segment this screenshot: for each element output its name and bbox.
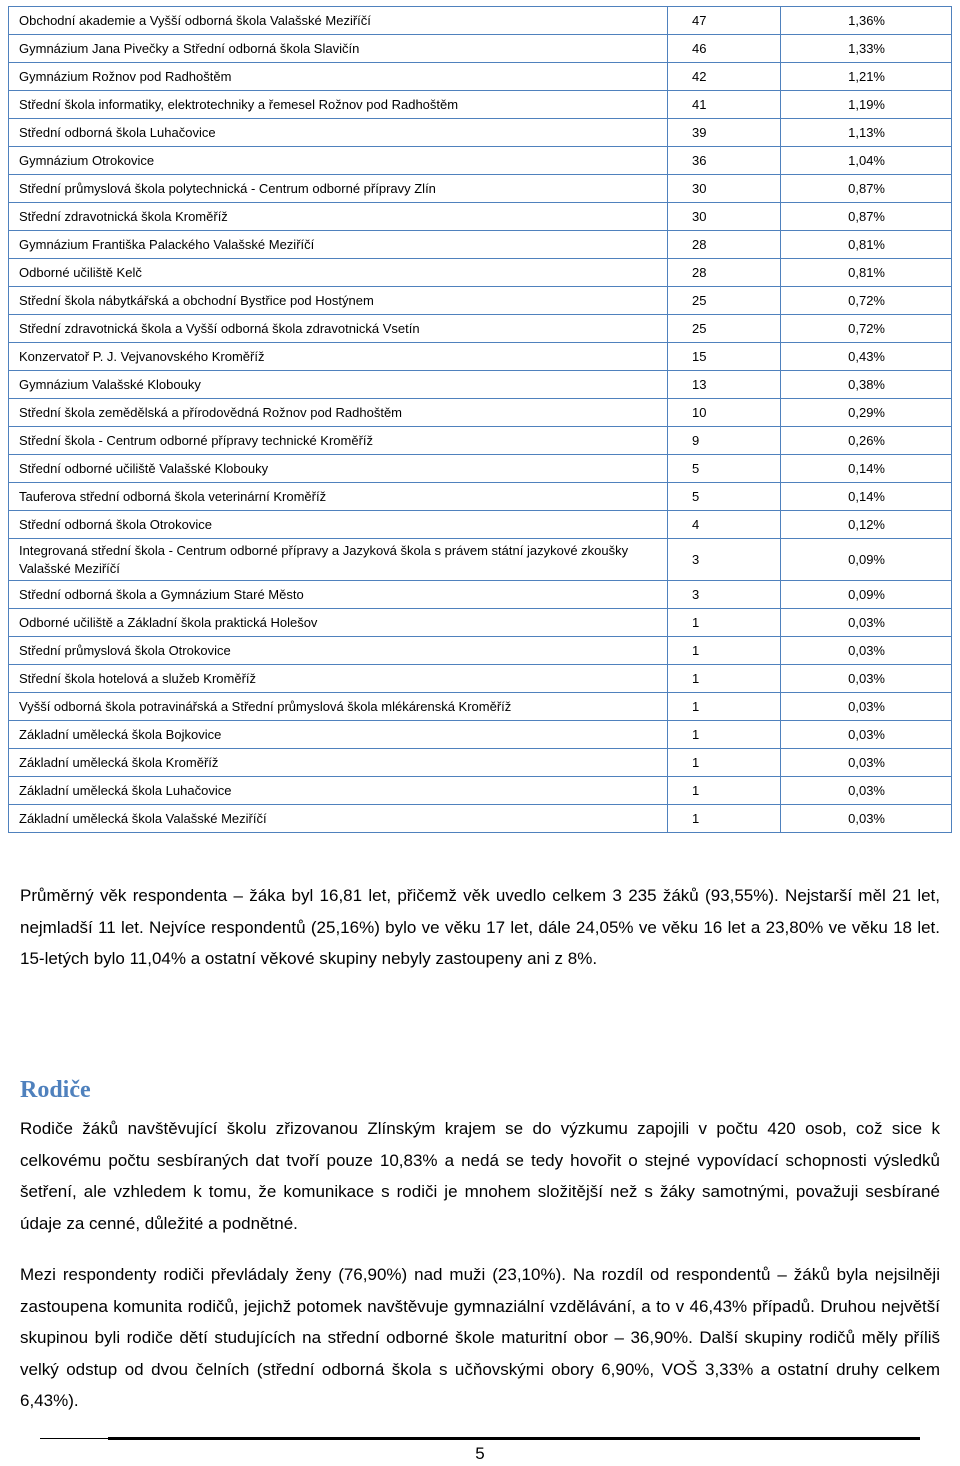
section-heading-parents: Rodiče <box>20 1077 91 1103</box>
school-name-cell: Gymnázium Františka Palackého Valašské Meziříčí <box>9 231 668 259</box>
school-name-cell: Gymnázium Otrokovice <box>9 147 668 175</box>
age-paragraph <box>20 880 940 975</box>
school-name-cell: Střední odborná škola Luhačovice <box>9 119 668 147</box>
school-name-cell: Odborné učiliště a Základní škola praktická Holešov <box>9 609 668 637</box>
count-cell: 13 <box>668 371 781 399</box>
count-cell: 28 <box>668 231 781 259</box>
count-cell: 47 <box>668 7 781 35</box>
school-name-cell: Střední odborná škola Otrokovice <box>9 511 668 539</box>
table-row <box>9 203 952 231</box>
school-name-cell: Integrovaná střední škola - Centrum odborné přípravy a Jazyková škola s právem státní jazykové zkoušky Valašské Meziříčí <box>9 539 668 581</box>
table-row <box>9 119 952 147</box>
percent-cell: 0,03% <box>781 637 952 665</box>
percent-cell: 1,21% <box>781 63 952 91</box>
table-row <box>9 805 952 833</box>
table-row <box>9 231 952 259</box>
count-cell: 1 <box>668 665 781 693</box>
table-row <box>9 693 952 721</box>
school-name-cell: Střední zdravotnická škola Kroměříž <box>9 203 668 231</box>
count-cell: 36 <box>668 147 781 175</box>
table-row <box>9 749 952 777</box>
school-name-cell: Gymnázium Valašské Klobouky <box>9 371 668 399</box>
school-name-cell: Gymnázium Rožnov pod Radhoštěm <box>9 63 668 91</box>
table-row <box>9 63 952 91</box>
school-name-cell: Střední škola informatiky, elektrotechniky a řemesel Rožnov pod Radhoštěm <box>9 91 668 119</box>
percent-cell: 1,19% <box>781 91 952 119</box>
school-name-cell: Střední průmyslová škola polytechnická - Centrum odborné přípravy Zlín <box>9 175 668 203</box>
school-name-cell: Střední odborná škola a Gymnázium Staré Město <box>9 581 668 609</box>
school-name-cell: Obchodní akademie a Vyšší odborná škola Valašské Meziříčí <box>9 7 668 35</box>
count-cell: 1 <box>668 693 781 721</box>
count-cell: 5 <box>668 455 781 483</box>
page-number: 5 <box>475 1444 485 1463</box>
table-row <box>9 175 952 203</box>
schools-table-body <box>9 7 952 833</box>
school-name-cell: Odborné učiliště Kelč <box>9 259 668 287</box>
table-row <box>9 427 952 455</box>
count-cell: 1 <box>668 609 781 637</box>
count-cell: 30 <box>668 175 781 203</box>
percent-cell: 0,03% <box>781 777 952 805</box>
count-cell: 9 <box>668 427 781 455</box>
school-name-cell: Střední škola - Centrum odborné přípravy technické Kroměříž <box>9 427 668 455</box>
percent-cell: 0,72% <box>781 315 952 343</box>
count-cell: 30 <box>668 203 781 231</box>
table-row <box>9 35 952 63</box>
table-row <box>9 7 952 35</box>
count-cell: 25 <box>668 287 781 315</box>
count-cell: 4 <box>668 511 781 539</box>
percent-cell: 0,03% <box>781 721 952 749</box>
school-name-cell: Střední škola nábytkářská a obchodní Bystřice pod Hostýnem <box>9 287 668 315</box>
count-cell: 41 <box>668 91 781 119</box>
school-name-cell: Základní umělecká škola Bojkovice <box>9 721 668 749</box>
percent-cell: 0,03% <box>781 693 952 721</box>
school-name-cell: Vyšší odborná škola potravinářská a Střední průmyslová škola mlékárenská Kroměříž <box>9 693 668 721</box>
count-cell: 42 <box>668 63 781 91</box>
table-row <box>9 511 952 539</box>
table-row <box>9 539 952 581</box>
percent-cell: 0,14% <box>781 455 952 483</box>
parents-paragraph-2-text: Mezi respondenty rodiči převládaly ženy (76,90%) nad muži (23,10%). Na rozdíl od respondentů – žáků byla nejsilněji zastoupena komunita rodičů, jejichž potomek navštěvuje gymnaziální vzdělávání, a to v 46,43% případů. Druhou největší skupinou byli rodiče dětí studujících na střední odborné škole maturitní obor – 36,90%. Další skupiny rodičů měly příliš velký odstup od dvou čelních (střední odborná škola s učňovskými obory 6,90%, VOŠ 3,33% a ostatní druhy celkem 6,43%). <box>20 1265 940 1410</box>
table-row <box>9 665 952 693</box>
count-cell: 5 <box>668 483 781 511</box>
percent-cell: 0,29% <box>781 399 952 427</box>
percent-cell: 0,72% <box>781 287 952 315</box>
percent-cell: 0,14% <box>781 483 952 511</box>
percent-cell: 0,09% <box>781 581 952 609</box>
footer-divider-bold <box>108 1437 920 1440</box>
count-cell: 1 <box>668 777 781 805</box>
table-row <box>9 399 952 427</box>
table-row <box>9 609 952 637</box>
school-name-cell: Konzervatoř P. J. Vejvanovského Kroměříž <box>9 343 668 371</box>
schools-table <box>8 6 952 833</box>
school-name-cell: Střední škola hotelová a služeb Kroměříž <box>9 665 668 693</box>
school-name-cell: Střední zdravotnická škola a Vyšší odborná škola zdravotnická Vsetín <box>9 315 668 343</box>
count-cell: 39 <box>668 119 781 147</box>
percent-cell: 0,03% <box>781 609 952 637</box>
percent-cell: 1,36% <box>781 7 952 35</box>
percent-cell: 0,26% <box>781 427 952 455</box>
percent-cell: 0,03% <box>781 749 952 777</box>
parents-paragraph-2 <box>20 1259 940 1417</box>
count-cell: 46 <box>668 35 781 63</box>
percent-cell: 0,87% <box>781 203 952 231</box>
percent-cell: 0,03% <box>781 665 952 693</box>
count-cell: 28 <box>668 259 781 287</box>
table-row <box>9 637 952 665</box>
count-cell: 1 <box>668 805 781 833</box>
school-name-cell: Základní umělecká škola Luhačovice <box>9 777 668 805</box>
age-paragraph-text: Průměrný věk respondenta – žáka byl 16,81 let, přičemž věk uvedlo celkem 3 235 žáků (93,55%). Nejstarší měl 21 let, nejmladší 11 let. Nejvíce respondentů (25,16%) bylo ve věku 17 let, dále 24,05% ve věku 16 let a 23,80% ve věku 18 let. 15-letých bylo 11,04% a ostatní věkové skupiny nebyly zastoupeny ani z 8%. <box>20 886 940 968</box>
table-row <box>9 91 952 119</box>
percent-cell: 0,43% <box>781 343 952 371</box>
footer-divider <box>40 1438 920 1439</box>
table-row <box>9 371 952 399</box>
school-name-cell: Tauferova střední odborná škola veterinární Kroměříž <box>9 483 668 511</box>
school-name-cell: Gymnázium Jana Pivečky a Střední odborná škola Slavičín <box>9 35 668 63</box>
table-row <box>9 483 952 511</box>
school-name-cell: Střední škola zemědělská a přírodovědná Rožnov pod Radhoštěm <box>9 399 668 427</box>
percent-cell: 0,81% <box>781 231 952 259</box>
count-cell: 25 <box>668 315 781 343</box>
percent-cell: 0,12% <box>781 511 952 539</box>
table-row <box>9 147 952 175</box>
count-cell: 10 <box>668 399 781 427</box>
percent-cell: 1,33% <box>781 35 952 63</box>
count-cell: 15 <box>668 343 781 371</box>
table-row <box>9 721 952 749</box>
table-row <box>9 777 952 805</box>
count-cell: 3 <box>668 581 781 609</box>
percent-cell: 1,04% <box>781 147 952 175</box>
school-name-cell: Střední odborné učiliště Valašské Klobouky <box>9 455 668 483</box>
table-row <box>9 315 952 343</box>
school-name-cell: Základní umělecká škola Kroměříž <box>9 749 668 777</box>
table-row <box>9 455 952 483</box>
parents-paragraph-1 <box>20 1113 940 1239</box>
percent-cell: 0,09% <box>781 539 952 581</box>
table-row <box>9 287 952 315</box>
count-cell: 1 <box>668 721 781 749</box>
parents-paragraph-1-text: Rodiče žáků navštěvující školu zřizovanou Zlínským krajem se do výzkumu zapojili v počtu 420 osob, což sice k celkovému počtu sesbíraných dat tvoří pouze 10,83% a nedá se tedy hovořit o stejné vypovídací schopnosti výsledků šetření, ale vzhledem k tomu, že komunikace s rodiči je mnohem složitější než s žáky samotnými, považuji sesbírané údaje za cenné, důležité a podnětné. <box>20 1119 940 1233</box>
percent-cell: 0,38% <box>781 371 952 399</box>
percent-cell: 0,81% <box>781 259 952 287</box>
table-row <box>9 343 952 371</box>
percent-cell: 0,87% <box>781 175 952 203</box>
percent-cell: 0,03% <box>781 805 952 833</box>
school-name-cell: Základní umělecká škola Valašské Meziříčí <box>9 805 668 833</box>
table-row <box>9 259 952 287</box>
count-cell: 1 <box>668 749 781 777</box>
count-cell: 3 <box>668 539 781 581</box>
count-cell: 1 <box>668 637 781 665</box>
school-name-cell: Střední průmyslová škola Otrokovice <box>9 637 668 665</box>
table-row <box>9 581 952 609</box>
percent-cell: 1,13% <box>781 119 952 147</box>
